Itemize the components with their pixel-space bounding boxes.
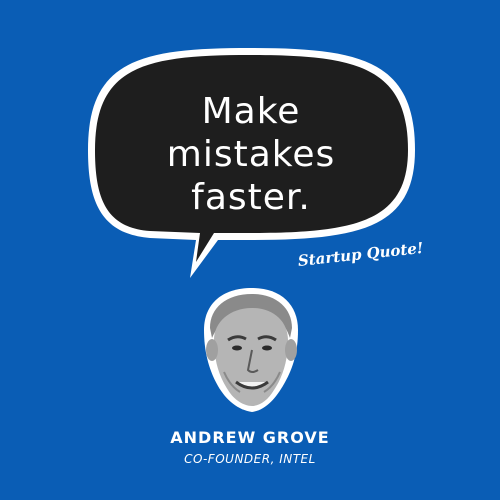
quote-line: faster. (191, 177, 311, 218)
quote-line: mistakes (166, 134, 336, 175)
brand-signature: Startup Quote! (297, 238, 425, 270)
quote-text (96, 90, 406, 219)
quote-line: Make (201, 91, 301, 132)
author-title: CO-FOUNDER, INTEL (184, 452, 316, 466)
person-portrait-icon (204, 288, 298, 412)
author-name: ANDREW GROVE (170, 428, 330, 447)
